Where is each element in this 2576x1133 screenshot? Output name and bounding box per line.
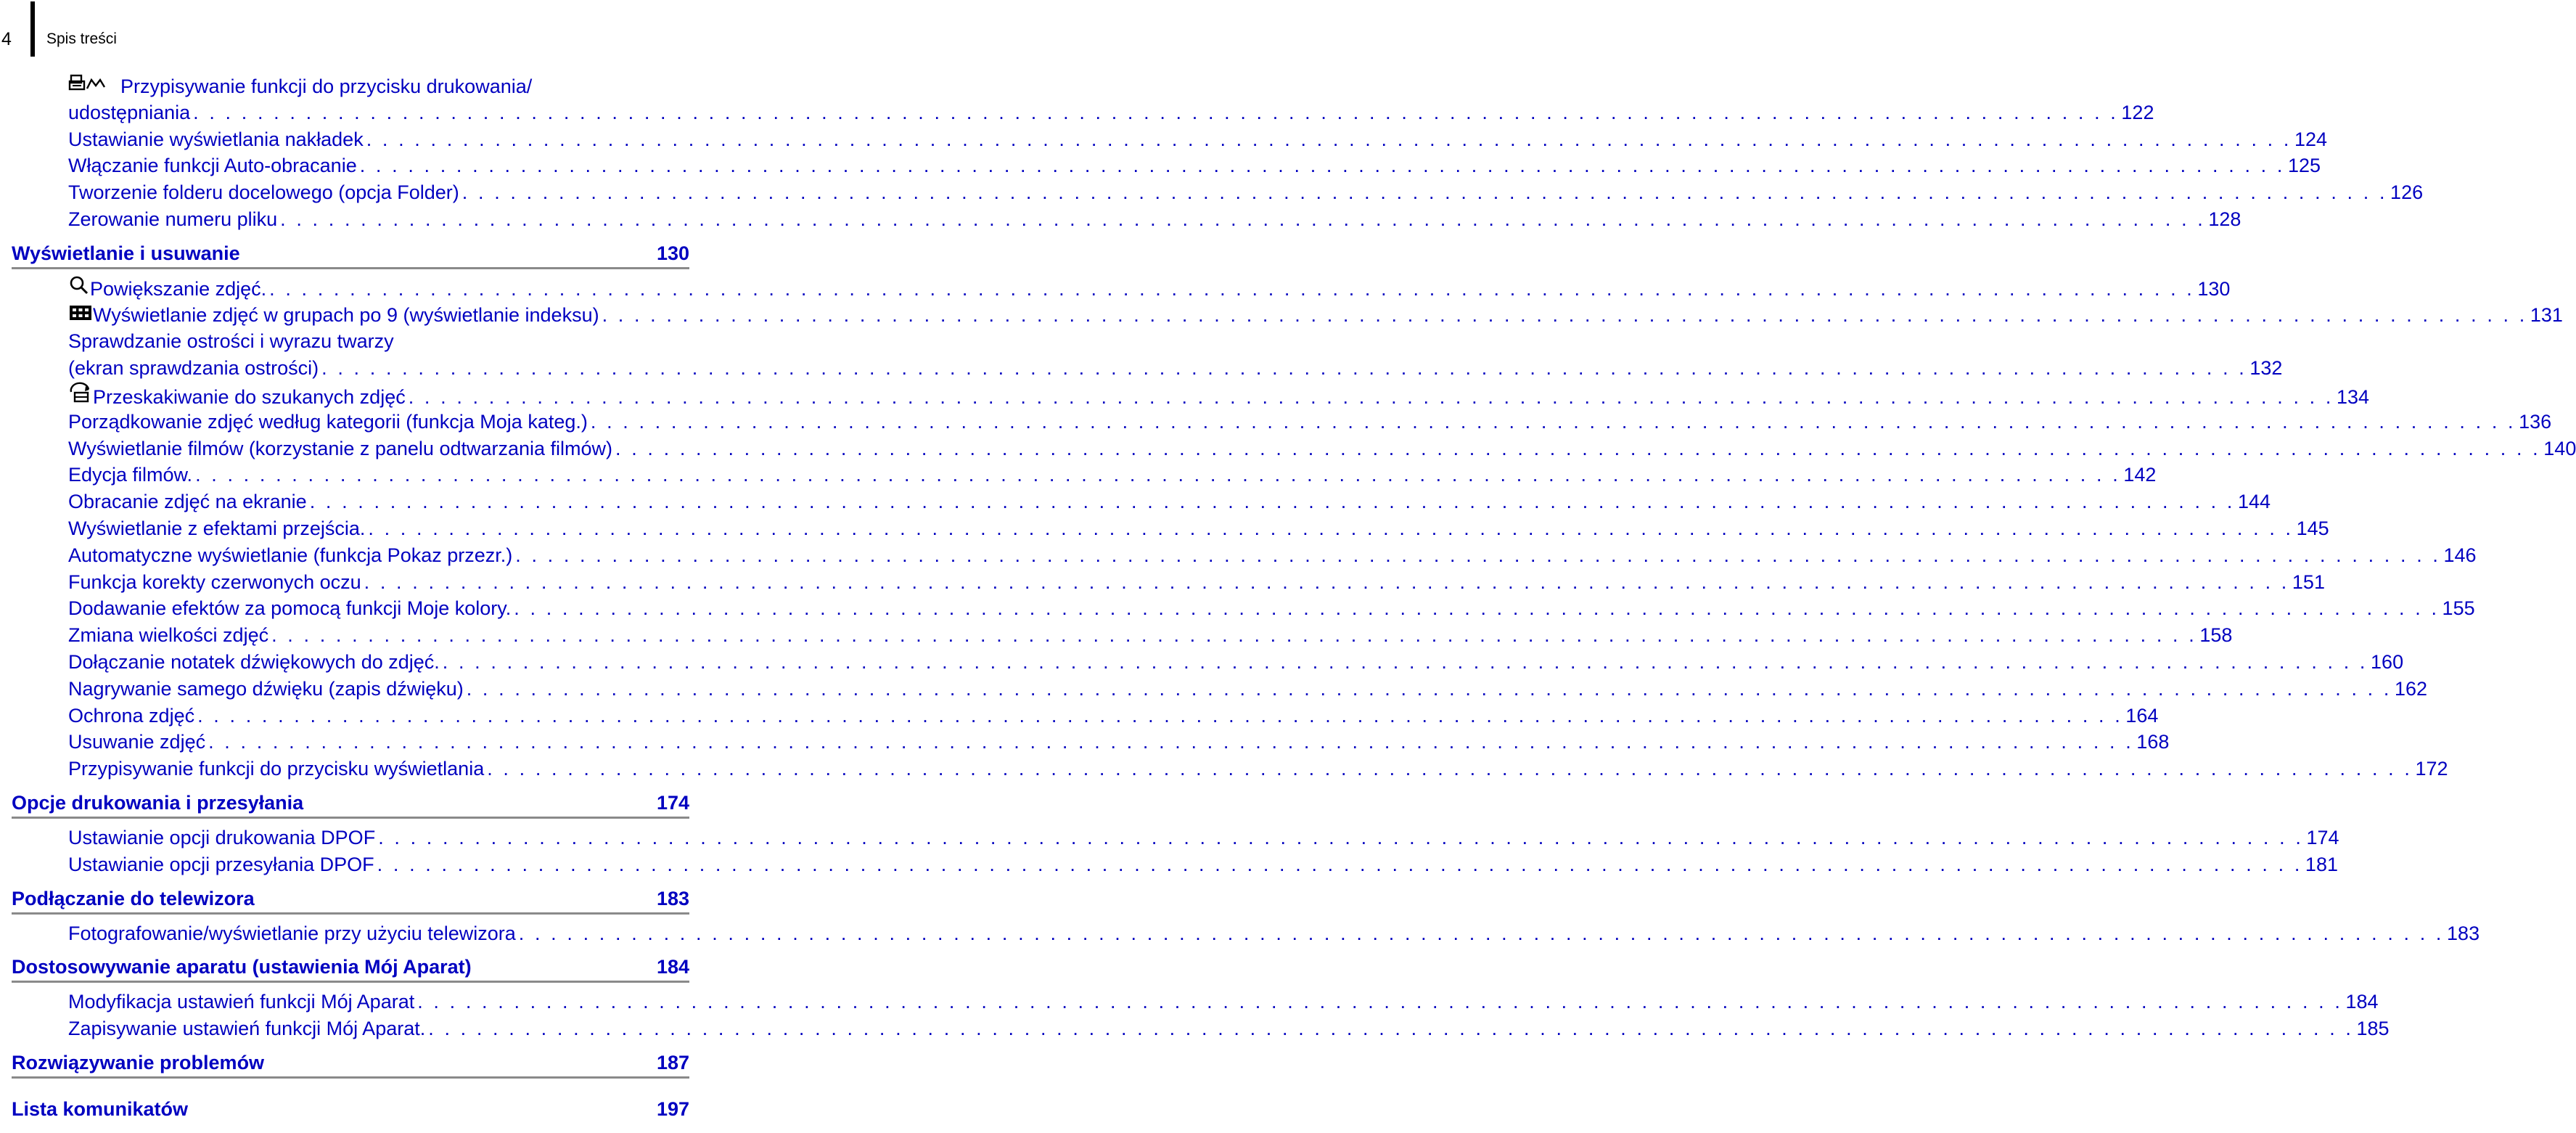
toc-entry-label: Ustawianie opcji przesyłania DPOF bbox=[68, 853, 374, 875]
toc-entry-label: Sprawdzanie ostrości i wyrazu twarzy bbox=[68, 330, 394, 353]
toc-entry-page: 172 bbox=[2415, 758, 2448, 780]
toc-entry-label: Przypisywanie funkcji do przycisku wyświetlania bbox=[68, 758, 485, 780]
section-title: Podłączanie do telewizora bbox=[12, 887, 255, 909]
toc-entry[interactable] bbox=[68, 409, 2552, 435]
toc-entry-label: Ustawianie wyświetlania nakładek bbox=[68, 128, 364, 150]
section-page: 174 bbox=[656, 791, 689, 814]
toc-entry-label: Ustawianie opcji drukowania DPOF bbox=[68, 826, 376, 848]
toc-entry[interactable] bbox=[68, 179, 2424, 206]
toc-entry[interactable] bbox=[68, 729, 2170, 756]
dot-leader: . . . . . . . . . . . . . . . . . . . . . . . . . . . . . . . . . . . . . . . . . . . . . . . . . . . . . . . . . . . . . . . . . . . . . . . . . . . . . . . . . . . . . . . . . . . . . . . . . . . . . . . . . . . . . . . . . . . . . . . . bbox=[309, 491, 2235, 513]
toc-entry-label: Przeskakiwanie do szukanych zdjęć bbox=[93, 385, 406, 408]
dot-leader: . . . . . . . . . . . . . . . . . . . . . . . . . . . . . . . . . . . . . . . . . . . . . . . . . . . . . . . . . . . . . . . . . . . . . . . . . . . . . . . . . . . . . . . . . . . . . . . . . . . . . . . . . . . . . . . . . . . . . . . . bbox=[377, 853, 2302, 875]
toc-entry[interactable] bbox=[68, 1015, 2390, 1042]
toc-entry-label: Wyświetlanie filmów (korzystanie z panelu odtwarzania filmów) bbox=[68, 437, 613, 459]
toc-section-heading[interactable] bbox=[12, 1042, 689, 1079]
dot-leader: . . . . . . . . . . . . . . . . . . . . . . . . . . . . . . . . . . . . . . . . . . . . . . . . . . . . . . . . . . . . . . . . . . . . . . . . . . . . . . . . . . . . . . . . . . . . . . . . . . . . . . . . . . . . . . . . . . . . . . . . bbox=[518, 922, 2445, 944]
toc-entry[interactable] bbox=[68, 703, 2159, 729]
toc-entry[interactable] bbox=[68, 206, 2241, 233]
toc-entry[interactable] bbox=[68, 989, 2379, 1015]
toc-entry-page: 158 bbox=[2199, 624, 2233, 647]
dot-leader: . . . . . . . . . . . . . . . . . . . . . . . . . . . . . . . . . . . . . . . . . . . . . . . . . . . . . . . . . . . . . . . . . . . . . . . . . . . . . . . . . . . . . . . . . . . . . . . . . . . . . . . . . . . . . . . . . . . . . . . . bbox=[280, 208, 2206, 230]
toc-entry-page: 162 bbox=[2394, 677, 2428, 700]
toc-entry[interactable] bbox=[68, 569, 2325, 596]
toc-entry-page: 125 bbox=[2287, 155, 2321, 177]
toc-entry-label: udostępniania bbox=[68, 101, 191, 123]
toc-entry-page: 126 bbox=[2390, 181, 2424, 204]
dot-leader: . . . . . . . . . . . . . . . . . . . . . . . . . . . . . . . . . . . . . . . . . . . . . . . . . . . . . . . . . . . . . . . . . . . . . . . . . . . . . . . . . . . . . . . . . . . . . . . . . . . . . . . . . . . . . . . . . . . . . . . . bbox=[590, 410, 2516, 433]
dot-leader: . . . . . . . . . . . . . . . . . . . . . . . . . . . . . . . . . . . . . . . . . . . . . . . . . . . . . . . . . . . . . . . . . . . . . . . . . . . . . . . . . . . . . . . . . . . . . . . . . . . . . . . . . . . . . . . . . . . . . . . . bbox=[366, 128, 2292, 150]
toc-entry[interactable] bbox=[68, 99, 2154, 126]
toc-entry-label: Funkcja korekty czerwonych oczu bbox=[68, 570, 361, 593]
page-header bbox=[0, 0, 697, 58]
dot-leader: . . . . . . . . . . . . . . . . . . . . . . . . . . . . . . . . . . . . . . . . . . . . . . . . . . . . . . . . . . . . . . . . . . . . . . . . . . . . . . . . . . . . . . . . . . . . . . . . . . . . . . . . . . . . . . . . . . . . . . . . bbox=[515, 544, 2441, 566]
toc-entry[interactable] bbox=[68, 595, 2475, 622]
toc-entry-page: 140 bbox=[2543, 437, 2576, 459]
dot-leader: . . . . . . . . . . . . . . . . . . . . . . . . . . . . . . . . . . . . . . . . . . . . . . . . . . . . . . . . . . . . . . . . . . . . . . . . . . . . . . . . . . . . . . . . . . . . . . . . . . . . . . . . . . . . . . . . . . . . . . . . bbox=[428, 1018, 2354, 1040]
section-title: Opcje drukowania i przesyłania bbox=[12, 791, 304, 814]
section-title: Wyświetlanie i usuwanie bbox=[12, 242, 240, 264]
toc-entry[interactable] bbox=[68, 622, 2233, 649]
toc-section-heading[interactable] bbox=[12, 233, 689, 269]
toc-entry[interactable] bbox=[68, 73, 689, 99]
section-page: 183 bbox=[656, 887, 689, 909]
section-page: 187 bbox=[656, 1051, 689, 1073]
toc-entry[interactable] bbox=[68, 825, 2339, 851]
toc-entry-label: Przypisywanie funkcji do przycisku drukowania/ bbox=[120, 75, 533, 97]
header-divider bbox=[30, 1, 35, 57]
toc-entry-label: Ochrona zdjęć bbox=[68, 704, 195, 727]
toc-entry-label: Dodawanie efektów za pomocą funkcji Moje kolory. bbox=[68, 597, 512, 620]
toc-entry-label: Dołączanie notatek dźwiękowych do zdjęć. bbox=[68, 650, 440, 673]
dot-leader: . . . . . . . . . . . . . . . . . . . . . . . . . . . . . . . . . . . . . . . . . . . . . . . . . . . . . . . . . . . . . . . . . . . . . . . . . . . . . . . . . . . . . . . . . . . . . . . . . . . . . . . . . . . . . . . . . . . . . . . . bbox=[408, 385, 2334, 408]
toc-section-heading[interactable] bbox=[12, 1089, 689, 1125]
toc-entry-page: 136 bbox=[2519, 410, 2552, 433]
dot-leader: . . . . . . . . . . . . . . . . . . . . . . . . . . . . . . . . . . . . . . . . . . . . . . . . . . . . . . . . . . . . . . . . . . . . . . . . . . . . . . . . . . . . . . . . . . . . . . . . . . . . . . . . . . . . . . . . . . . . . . . . bbox=[359, 155, 2285, 177]
header-title: Spis treści bbox=[46, 30, 117, 47]
dot-leader: . . . . . . . . . . . . . . . . . . . . . . . . . . . . . . . . . . . . . . . . . . . . . . . . . . . . . . . . . . . . . . . . . . . . . . . . . . . . . . . . . . . . . . . . . . . . . . . . . . . . . . . . . . . . . . . . . . . . . . . . bbox=[368, 517, 2294, 539]
toc-entry[interactable] bbox=[68, 676, 2428, 703]
toc-entry-page: 132 bbox=[2249, 357, 2283, 380]
toc-entry-page: 160 bbox=[2371, 650, 2404, 673]
toc-entry-label: Włączanie funkcji Auto-obracanie bbox=[68, 155, 357, 177]
magnify-icon bbox=[68, 275, 90, 295]
toc-entry-label: Zerowanie numeru pliku bbox=[68, 208, 278, 230]
toc-entry-label: Tworzenie folderu docelowego (opcja Folder) bbox=[68, 181, 459, 204]
dot-leader: . . . . . . . . . . . . . . . . . . . . . . . . . . . . . . . . . . . . . . . . . . . . . . . . . . . . . . . . . . . . . . . . . . . . . . . . . . . . . . . . . . . . . . . . . . . . . . . . . . . . . . . . . . . . . . . . . . . . . . . . bbox=[271, 624, 2197, 647]
dot-leader: . . . . . . . . . . . . . . . . . . . . . . . . . . . . . . . . . . . . . . . . . . . . . . . . . . . . . . . . . . . . . . . . . . . . . . . . . . . . . . . . . . . . . . . . . . . . . . . . . . . . . . . . . . . . . . . . . . . . . . . . bbox=[487, 758, 2413, 780]
toc-section-heading[interactable] bbox=[12, 878, 689, 915]
dot-leader: . . . . . . . . . . . . . . . . . . . . . . . . . . . . . . . . . . . . . . . . . . . . . . . . . . . . . . . . . . . . . . . . . . . . . . . . . . . . . . . . . . . . . . . . . . . . . . . . . . . . . . . . . . . . . . . . . . . . . . . . bbox=[197, 704, 2123, 727]
toc-entry-label: Wyświetlanie zdjęć w grupach po 9 (wyświetlanie indeksu) bbox=[93, 303, 599, 326]
dot-leader: . . . . . . . . . . . . . . . . . . . . . . . . . . . . . . . . . . . . . . . . . . . . . . . . . . . . . . . . . . . . . . . . . . . . . . . . . . . . . . . . . . . . . . . . . . . . . . . . . . . . . . . . . . . . . . . . . . . . . . . . bbox=[602, 303, 2527, 326]
toc-entry[interactable] bbox=[68, 920, 2480, 947]
toc-entry-label: Usuwanie zdjęć bbox=[68, 731, 206, 753]
toc-entry-page: 155 bbox=[2442, 597, 2475, 620]
toc-entry-page: 151 bbox=[2292, 570, 2325, 593]
toc-entry-page: 144 bbox=[2237, 491, 2271, 513]
toc-entry-page: 183 bbox=[2447, 922, 2480, 944]
toc-section-heading[interactable] bbox=[12, 782, 689, 819]
toc-entry[interactable] bbox=[68, 462, 2157, 488]
table-of-contents bbox=[0, 73, 2576, 1131]
toc-entry-page: 185 bbox=[2356, 1018, 2390, 1040]
toc-entry-label: Fotografowanie/wyświetlanie przy użyciu telewizora bbox=[68, 922, 516, 944]
dot-leader: . . . . . . . . . . . . . . . . . . . . . . . . . . . . . . . . . . . . . . . . . . . . . . . . . . . . . . . . . . . . . . . . . . . . . . . . . . . . . . . . . . . . . . . . . . . . . . . . . . . . . . . . . . . . . . . . . . . . . . . . bbox=[364, 570, 2289, 593]
toc-entry-page: 146 bbox=[2443, 544, 2477, 566]
toc-entry-page: 122 bbox=[2121, 101, 2154, 123]
jump-icon bbox=[68, 382, 93, 404]
toc-entry[interactable] bbox=[68, 382, 2370, 409]
toc-entry-page: 145 bbox=[2296, 517, 2329, 539]
toc-entry-page: 181 bbox=[2305, 853, 2338, 875]
toc-entry-label: Obracanie zdjęć na ekranie bbox=[68, 491, 307, 513]
section-title: Dostosowywanie aparatu (ustawienia Mój Aparat) bbox=[12, 956, 472, 978]
toc-entry[interactable] bbox=[68, 756, 2448, 782]
toc-entry[interactable] bbox=[68, 328, 689, 355]
toc-entry-label: Automatyczne wyświetlanie (funkcja Pokaz przezr.) bbox=[68, 544, 513, 566]
toc-entry-page: 174 bbox=[2306, 826, 2339, 848]
dot-leader: . . . . . . . . . . . . . . . . . . . . . . . . . . . . . . . . . . . . . . . . . . . . . . . . . . . . . . . . . . . . . . . . . . . . . . . . . . . . . . . . . . . . . . . . . . . . . . . . . . . . . . . . . . . . . . . . . . . . . . . . bbox=[514, 597, 2440, 620]
toc-entry[interactable] bbox=[68, 275, 2231, 302]
toc-entry[interactable] bbox=[68, 302, 2563, 329]
section-page: 197 bbox=[656, 1097, 689, 1120]
dot-leader: . . . . . . . . . . . . . . . . . . . . . . . . . . . . . . . . . . . . . . . . . . . . . . . . . . . . . . . . . . . . . . . . . . . . . . . . . . . . . . . . . . . . . . . . . . . . . . . . . . . . . . . . . . . . . . . . . . . . . . . . bbox=[417, 991, 2343, 1013]
toc-entry-page: 142 bbox=[2123, 464, 2157, 486]
dot-leader: . . . . . . . . . . . . . . . . . . . . . . . . . . . . . . . . . . . . . . . . . . . . . . . . . . . . . . . . . . . . . . . . . . . . . . . . . . . . . . . . . . . . . . . . . . . . . . . . . . . . . . . . . . . . . . . . . . . . . . . . bbox=[269, 277, 2195, 300]
dot-leader: . . . . . . . . . . . . . . . . . . . . . . . . . . . . . . . . . . . . . . . . . . . . . . . . . . . . . . . . . . . . . . . . . . . . . . . . . . . . . . . . . . . . . . . . . . . . . . . . . . . . . . . . . . . . . . . . . . . . . . . . bbox=[466, 677, 2392, 700]
toc-entry-page: 134 bbox=[2336, 385, 2370, 408]
toc-entry-page: 130 bbox=[2197, 277, 2231, 300]
toc-entry[interactable] bbox=[68, 152, 2321, 179]
section-title: Rozwiązywanie problemów bbox=[12, 1051, 265, 1073]
toc-entry-label: Modyfikacja ustawień funkcji Mój Aparat bbox=[68, 991, 415, 1013]
toc-entry-page: 131 bbox=[2530, 303, 2563, 326]
toc-entry[interactable] bbox=[68, 435, 2576, 462]
section-page: 184 bbox=[656, 956, 689, 978]
dot-leader: . . . . . . . . . . . . . . . . . . . . . . . . . . . . . . . . . . . . . . . . . . . . . . . . . . . . . . . . . . . . . . . . . . . . . . . . . . . . . . . . . . . . . . . . . . . . . . . . . . . . . . . . . . . . . . . . . . . . . . . . bbox=[321, 357, 2247, 380]
toc-entry-label: Zapisywanie ustawień funkcji Mój Aparat. bbox=[68, 1018, 426, 1040]
toc-section-heading[interactable] bbox=[12, 946, 689, 983]
toc-entry[interactable] bbox=[68, 851, 2338, 878]
toc-entry-label: Porządkowanie zdjęć według kategorii (funkcja Moja kateg.) bbox=[68, 410, 588, 433]
toc-entry-page: 164 bbox=[2125, 704, 2159, 727]
toc-entry-label: Zmiana wielkości zdjęć bbox=[68, 624, 269, 647]
toc-entry[interactable] bbox=[68, 515, 2329, 542]
toc-entry-label: (ekran sprawdzania ostrości) bbox=[68, 357, 319, 380]
toc-entry-page: 124 bbox=[2294, 128, 2328, 150]
dot-leader: . . . . . . . . . . . . . . . . . . . . . . . . . . . . . . . . . . . . . . . . . . . . . . . . . . . . . . . . . . . . . . . . . . . . . . . . . . . . . . . . . . . . . . . . . . . . . . . . . . . . . . . . . . . . . . . . . . . . . . . . bbox=[193, 101, 2119, 123]
toc-entry-label: Nagrywanie samego dźwięku (zapis dźwięku) bbox=[68, 677, 464, 700]
dot-leader: . . . . . . . . . . . . . . . . . . . . . . . . . . . . . . . . . . . . . . . . . . . . . . . . . . . . . . . . . . . . . . . . . . . . . . . . . . . . . . . . . . . . . . . . . . . . . . . . . . . . . . . . . . . . . . . . . . . . . . . . bbox=[615, 437, 2541, 459]
toc-entry[interactable] bbox=[68, 488, 2271, 515]
dot-leader: . . . . . . . . . . . . . . . . . . . . . . . . . . . . . . . . . . . . . . . . . . . . . . . . . . . . . . . . . . . . . . . . . . . . . . . . . . . . . . . . . . . . . . . . . . . . . . . . . . . . . . . . . . . . . . . . . . . . . . . . bbox=[208, 731, 2134, 753]
section-page: 130 bbox=[656, 242, 689, 264]
toc-entry[interactable] bbox=[68, 649, 2404, 676]
toc-entry-label: Powiększanie zdjęć. bbox=[90, 277, 267, 300]
toc-entry-page: 184 bbox=[2345, 991, 2379, 1013]
toc-entry-page: 128 bbox=[2208, 208, 2241, 230]
dot-leader: . . . . . . . . . . . . . . . . . . . . . . . . . . . . . . . . . . . . . . . . . . . . . . . . . . . . . . . . . . . . . . . . . . . . . . . . . . . . . . . . . . . . . . . . . . . . . . . . . . . . . . . . . . . . . . . . . . . . . . . . bbox=[442, 650, 2368, 673]
toc-entry[interactable] bbox=[68, 355, 2283, 382]
dot-leader: . . . . . . . . . . . . . . . . . . . . . . . . . . . . . . . . . . . . . . . . . . . . . . . . . . . . . . . . . . . . . . . . . . . . . . . . . . . . . . . . . . . . . . . . . . . . . . . . . . . . . . . . . . . . . . . . . . . . . . . . bbox=[378, 826, 2304, 848]
dot-leader: . . . . . . . . . . . . . . . . . . . . . . . . . . . . . . . . . . . . . . . . . . . . . . . . . . . . . . . . . . . . . . . . . . . . . . . . . . . . . . . . . . . . . . . . . . . . . . . . . . . . . . . . . . . . . . . . . . . . . . . . bbox=[195, 464, 2121, 486]
dot-leader: . . . . . . . . . . . . . . . . . . . . . . . . . . . . . . . . . . . . . . . . . . . . . . . . . . . . . . . . . . . . . . . . . . . . . . . . . . . . . . . . . . . . . . . . . . . . . . . . . . . . . . . . . . . . . . . . . . . . . . . . bbox=[462, 181, 2388, 204]
toc-entry-label: Edycja filmów. bbox=[68, 464, 193, 486]
print-share-icon bbox=[68, 73, 120, 93]
toc-entry-label: Wyświetlanie z efektami przejścia. bbox=[68, 517, 366, 539]
toc-entry-page: 168 bbox=[2136, 731, 2170, 753]
toc-entry[interactable] bbox=[68, 126, 2328, 153]
page-number: 4 bbox=[1, 29, 12, 49]
toc-entry[interactable] bbox=[68, 542, 2477, 569]
index-grid-icon bbox=[68, 304, 93, 322]
section-title: Lista komunikatów bbox=[12, 1097, 189, 1120]
